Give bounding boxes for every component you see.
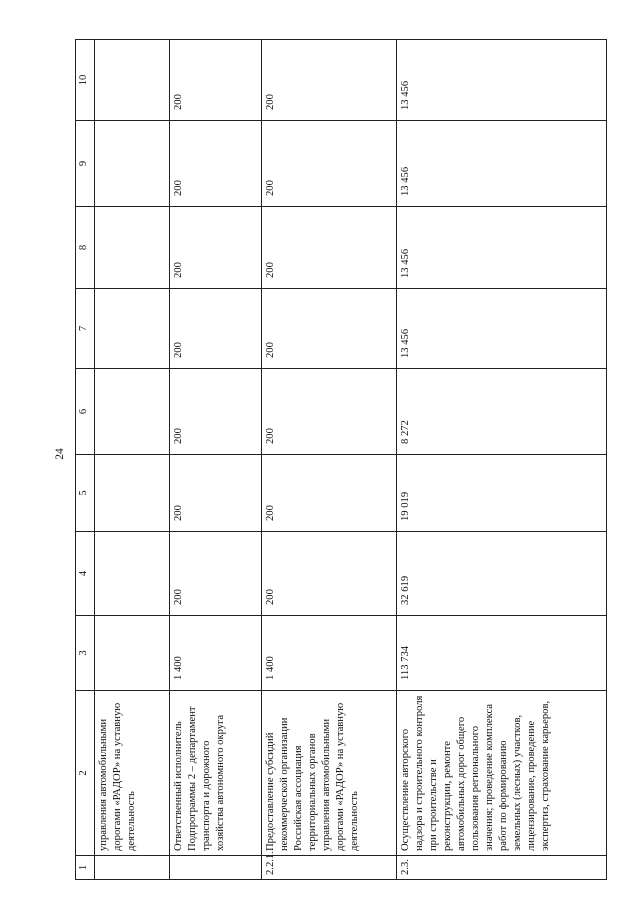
col-header-8: 8 [76,207,95,289]
value-cell: 13 456 [397,121,607,207]
row-description: Осуществление авторского надзора и строительного контроля при строительстве и реконструкции, ремонте автомобильных дорог общего пользования регионального значения; проведение комплекса работ по формированию земельных (лесных) участков, лицензирование, проведение экспертиз, страхование карьеров, [397,691,607,856]
value-cell: 13 456 [397,40,607,121]
value-cell: 200 [262,532,397,616]
value-cell: 1 400 [170,616,262,691]
value-cell: 200 [262,40,397,121]
value-cell [95,532,170,616]
col-header-2: 2 [76,691,95,856]
row-code [170,856,262,880]
value-cell [95,289,170,369]
row-description: Ответственный исполнитель Подпрограммы 2 – департамент транспорта и дорожного хозяйства автономного округа [170,691,262,856]
value-cell [95,121,170,207]
value-cell: 13 456 [397,207,607,289]
value-cell: 32 619 [397,532,607,616]
value-cell: 200 [262,455,397,532]
table-row [95,40,170,880]
value-cell: 200 [262,121,397,207]
col-header-6: 6 [76,369,95,455]
table-row [262,40,397,880]
col-header-5: 5 [76,455,95,532]
value-cell [95,207,170,289]
value-cell: 200 [170,369,262,455]
row-code: 2.3. [397,856,607,880]
value-cell [95,369,170,455]
value-cell: 200 [262,289,397,369]
value-cell: 13 456 [397,289,607,369]
value-cell: 200 [262,207,397,289]
col-header-3: 3 [76,616,95,691]
row-code [95,856,170,880]
value-cell [95,40,170,121]
page-number: 24 [54,448,66,460]
value-cell: 113 734 [397,616,607,691]
rotated-table-container [75,40,603,880]
value-cell: 200 [170,289,262,369]
value-cell: 1 400 [262,616,397,691]
column-number-row [76,40,95,880]
col-header-10: 10 [76,40,95,121]
budget-table [75,39,607,880]
value-cell: 200 [170,121,262,207]
table-row [170,40,262,880]
row-code: 2.2.1. [262,856,397,880]
row-description: Предоставление субсидий некоммерческой организации Российская ассоциация территориальных органов управления автомобильными дорогами «РАДОР» на уставную деятельность [262,691,397,856]
value-cell [95,455,170,532]
value-cell: 200 [170,207,262,289]
value-cell: 200 [170,40,262,121]
col-header-9: 9 [76,121,95,207]
value-cell [95,616,170,691]
table-row [397,40,607,880]
col-header-4: 4 [76,532,95,616]
value-cell: 200 [262,369,397,455]
value-cell: 200 [170,455,262,532]
col-header-7: 7 [76,289,95,369]
col-header-1: 1 [76,856,95,880]
value-cell: 8 272 [397,369,607,455]
value-cell: 19 019 [397,455,607,532]
row-description: управления автомобильными дорогами «РАДОР» на уставную деятельность [95,691,170,856]
value-cell: 200 [170,532,262,616]
